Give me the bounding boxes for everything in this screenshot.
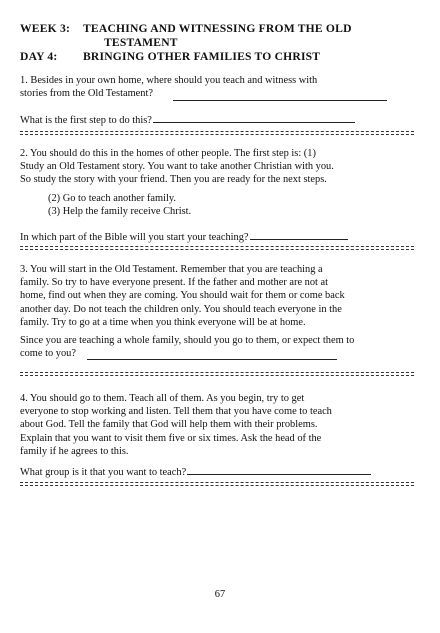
day-title: BRINGING OTHER FAMILIES TO CHRIST (83, 50, 321, 63)
text-line: Explain that you want to visit them five or six times. Ask the head of the (20, 432, 322, 444)
steps-list (48, 192, 191, 218)
answer-blank[interactable] (173, 90, 387, 101)
section-3-paragraph (20, 263, 420, 329)
text-line: stories from the Old Testament? (20, 88, 153, 100)
answer-blank[interactable] (187, 464, 371, 475)
section-divider (20, 246, 414, 250)
text-line: Since you are teaching a whole family, should you go to them, or expect them to (20, 335, 355, 346)
section-4-question (20, 464, 420, 479)
answer-blank[interactable] (153, 112, 355, 123)
text-line: family. So try to have everyone present. If the father and mother are not at (20, 277, 329, 289)
text-line: So study the story with your friend. Then you are ready for the next steps. (20, 174, 327, 186)
text-line: 4. You should go to them. Teach all of them. As you begin, try to get (20, 393, 305, 404)
section-divider (20, 131, 414, 135)
page-number: 67 (214, 589, 226, 600)
text-line: about God. Tell the family that God will help them with their problems. (20, 419, 318, 431)
text-line: family if he agrees to this. (20, 445, 129, 457)
section-4-paragraph (20, 392, 420, 458)
text-line: another day. Do not teach the children only. You should teach everyone in the (20, 303, 342, 315)
answer-blank[interactable] (87, 349, 337, 360)
week-title-line-2: TESTAMENT (104, 36, 178, 49)
section-divider (20, 482, 414, 486)
answer-blank[interactable] (250, 229, 348, 240)
section-divider (20, 372, 414, 376)
week-label: WEEK 3: (20, 22, 71, 35)
question-text: What group is it that you want to teach? (20, 467, 187, 478)
text-line: family. Try to go at a time when you think everyone will be at home. (20, 316, 306, 328)
text-line: 3. You will start in the Old Testament. Remember that you are teaching a (20, 264, 323, 275)
section-2-question (20, 229, 420, 244)
text-line: Study an Old Testament story. You want to take another Christian with you. (20, 161, 334, 173)
question-text: What is the first step to do this? (20, 115, 152, 126)
section-2-paragraph (20, 147, 420, 187)
text-line: come to you? (20, 348, 76, 360)
text-line: 2. You should do this in the homes of other people. The first step is: (1) (20, 148, 316, 159)
day-label: DAY 4: (20, 50, 58, 63)
section-1-question-2 (20, 112, 420, 127)
list-item: (2) Go to teach another family. (48, 193, 177, 204)
week-title-line-1: TEACHING AND WITNESSING FROM THE OLD (83, 22, 352, 35)
text-line: home, find out when they are coming. You should wait for them or come back (20, 290, 345, 302)
question-text: In which part of the Bible will you start your teaching? (20, 232, 249, 243)
text-line: 1. Besides in your own home, where should you teach and witness with (20, 75, 318, 86)
text-line: everyone to stop working and listen. Tell them that you have come to teach (20, 406, 332, 418)
list-item: (3) Help the family receive Christ. (48, 206, 192, 218)
